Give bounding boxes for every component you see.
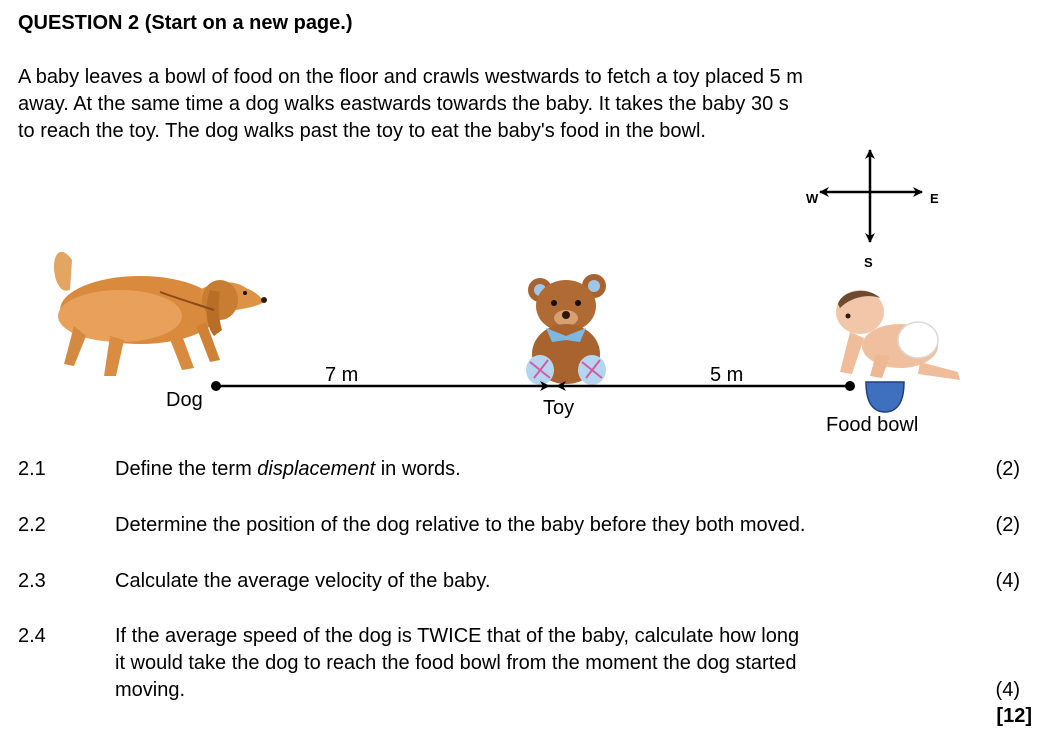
teddy-bear-image	[526, 274, 606, 385]
question-heading: QUESTION 2 (Start on a new page.)	[18, 12, 353, 34]
question-line-1: If the average speed of the dog is TWICE that of the baby, calculate how long	[115, 625, 800, 647]
compass-south-label: S	[864, 255, 873, 270]
question-intro	[18, 64, 988, 145]
question-number: 2.3	[18, 570, 46, 592]
bowl-position-dot	[845, 381, 855, 391]
intro-line-2: away. At the same time a dog walks eastwards towards the baby. It takes the baby 30 s	[18, 93, 789, 115]
label-food-bowl: Food bowl	[826, 414, 919, 436]
emphasised-term: displacement	[257, 458, 376, 480]
question-text	[115, 623, 945, 704]
question-text: Calculate the average velocity of the baby.	[115, 570, 491, 592]
question-marks: (2)	[995, 458, 1020, 480]
question-number: 2.4	[18, 625, 46, 647]
question-text: Determine the position of the dog relative to the baby before they both moved.	[115, 514, 806, 536]
baby-image	[836, 290, 960, 380]
question-number: 2.2	[18, 514, 46, 536]
scenario-diagram	[0, 140, 1050, 440]
question-text: Define the term displacement in words.	[115, 458, 461, 480]
total-marks: [12]	[996, 705, 1032, 727]
question-line-2: it would take the dog to reach the food bowl from the moment the dog started	[115, 652, 797, 674]
question-line-3: moving.	[115, 679, 186, 701]
intro-line-3: to reach the toy. The dog walks past the toy to eat the baby's food in the bowl.	[18, 120, 706, 142]
question-number: 2.1	[18, 458, 46, 480]
distance-dog-toy: 7 m	[325, 364, 359, 386]
dog-position-dot	[211, 381, 221, 391]
question-marks: (4)	[995, 570, 1020, 592]
label-toy: Toy	[543, 397, 575, 419]
question-marks: (2)	[995, 514, 1020, 536]
intro-line-1: A baby leaves a bowl of food on the floor and crawls westwards to fetch a toy placed 5 m	[18, 66, 803, 88]
compass-west-label: W	[806, 191, 819, 206]
distance-toy-bowl: 5 m	[710, 364, 744, 386]
label-dog: Dog	[166, 389, 203, 411]
compass-east-label: E	[930, 191, 939, 206]
dog-image	[54, 252, 267, 376]
question-marks: (4)	[995, 679, 1020, 701]
compass	[806, 150, 939, 270]
food-bowl-image	[866, 382, 904, 412]
